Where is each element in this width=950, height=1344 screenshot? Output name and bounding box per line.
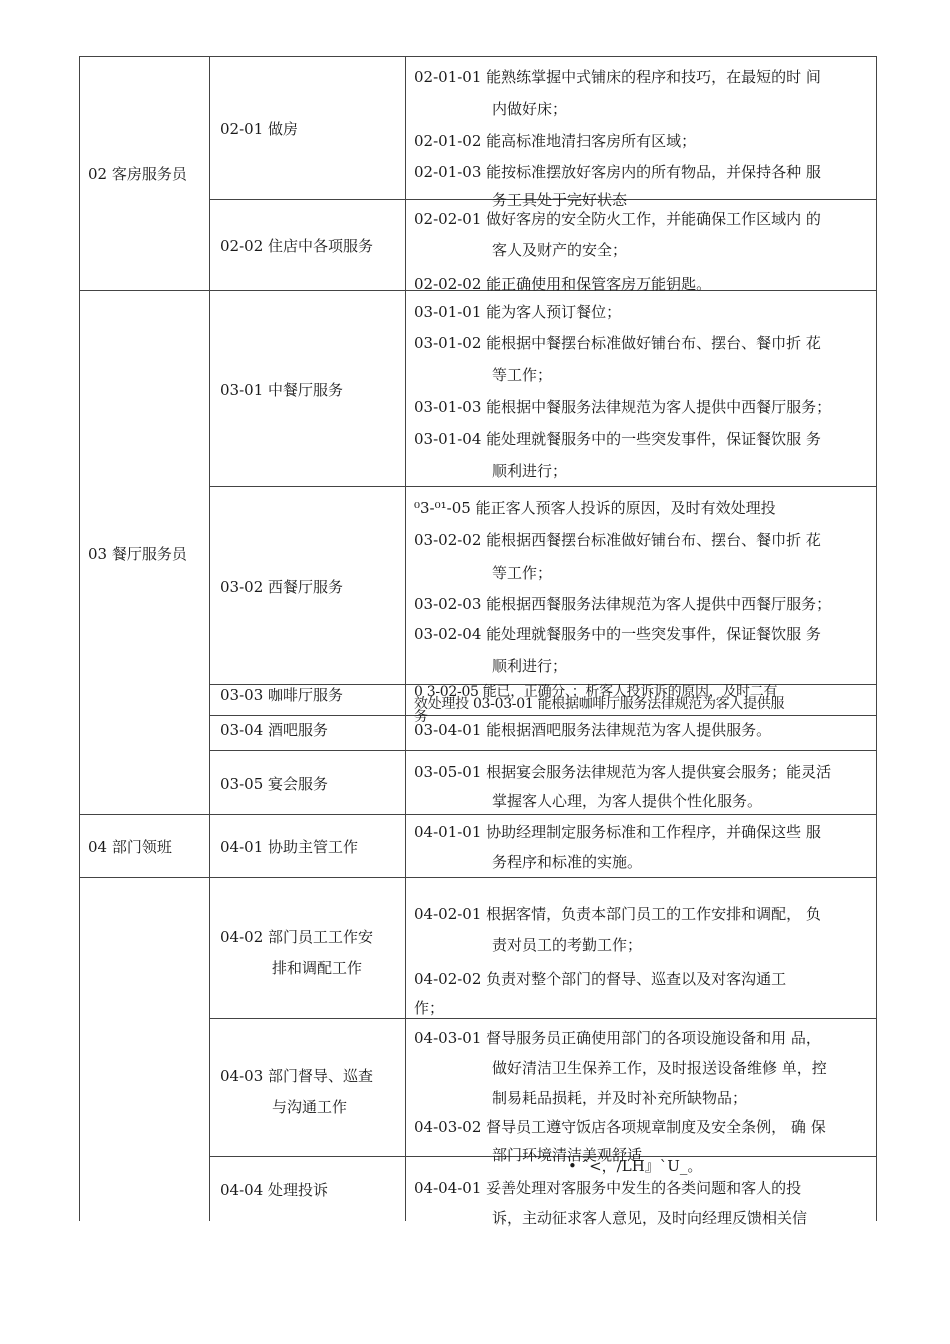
items-cell: [406, 487, 876, 684]
item-line: 04-03-02 督导员工遵守饭店各项规章制度及安全条例， 确 保: [414, 1118, 826, 1136]
item-line: 03-01-04 能处理就餐服务中的一些突发事件，保证餐饮服 务: [414, 430, 821, 448]
task-label-cont: 与沟通工作: [272, 1098, 348, 1116]
item-line: 0 3-02-05 能已，正确分、；析客人投诉诉的原因，及时二有: [414, 684, 778, 700]
item-line-cont: 务工具处于完好状态: [492, 191, 628, 209]
item-line: 03-05-01 根据宴会服务法律规范为客人提供宴会服务；能灵活: [414, 763, 832, 781]
item-line: 04-04-01 妥善处理对客服务中发生的各类问题和客人的投: [414, 1179, 802, 1197]
items-cell: [406, 684, 876, 725]
item-line-cont: 等工作；: [492, 366, 553, 384]
task-label: 04-03 部门督导、巡查: [220, 1067, 374, 1085]
task-label: 03-05 宴会服务: [220, 775, 329, 793]
task-label: 02-01 做房: [220, 120, 299, 138]
item-line: 03-02-03 能根据西餐服务法律规范为客人提供中西餐厅服务；: [414, 595, 832, 613]
item-line: 04-03-01 督导服务员正确使用部门的各项设施设备和用 品，: [414, 1029, 821, 1047]
item-line: 02-01-02 能高标准地清扫客房所有区域；: [414, 132, 697, 150]
item-line: 02-02-01 做好客房的安全防火工作，并能确保工作区域内 的: [414, 210, 821, 228]
item-line-cont: 等工作；: [492, 564, 553, 582]
item-line: 效处理投 03-03-01 能根据咖啡厅服务法律规范为客人提供服: [414, 696, 785, 712]
item-line: 03-01-03 能根据中餐服务法律规范为客人提供中西餐厅服务；: [414, 398, 832, 416]
role-label: 03 餐厅服务员: [88, 545, 187, 563]
table-col-divider-1: [209, 56, 210, 1221]
item-line-cont: 顺利进行；: [492, 657, 568, 675]
item-line: 03-02-02 能根据西餐摆台标准做好铺台布、摆台、餐巾折 花: [414, 531, 821, 549]
task-label: 03-04 酒吧服务: [220, 721, 329, 739]
items-cell: [406, 291, 876, 486]
items-cell: [406, 815, 876, 877]
item-line-cont: 务程序和标准的实施。: [492, 853, 643, 871]
task-label: 02-02 住店中各项服务: [220, 237, 374, 255]
table-left-border: [79, 56, 80, 1221]
item-line: 04-02-01 根据客情，负责本部门员工的工作安排和调配， 负: [414, 905, 821, 923]
item-line: 04-02-02 负责对整个部门的督导、巡查以及对客沟通工: [414, 970, 787, 988]
items-cell: [406, 878, 876, 1018]
table-right-border: [876, 56, 877, 1221]
item-line-cont: 做好清洁卫生保养工作，及时报送设备维修 单，控: [492, 1059, 827, 1077]
item-line: 02-02-02 能正确使用和保管客房万能钥匙。: [414, 275, 712, 293]
item-line: 03-04-01 能根据酒吧服务法律规范为客人提供服务。: [414, 721, 772, 739]
item-line: 03-02-04 能处理就餐服务中的一些突发事件，保证餐饮服 务: [414, 625, 821, 643]
task-label: 04-01 协助主管工作: [220, 838, 359, 856]
items-cell: [406, 751, 876, 814]
task-label: 03-02 西餐厅服务: [220, 578, 344, 596]
item-line: 04-01-01 协助经理制定服务标准和工作程序，并确保这些 服: [414, 823, 821, 841]
task-label: 04-02 部门员工工作安: [220, 928, 374, 946]
item-line: ⁰3-⁰¹-05 能正客人预客人投诉的原因，及时有效处理投: [414, 499, 776, 517]
task-label: 03-01 中餐厅服务: [220, 381, 344, 399]
item-line-cont: 诉，主动征求客人意见，及时向经理反馈相关信: [492, 1209, 808, 1227]
item-line: 03-01-01 能为客人预订餐位；: [414, 303, 622, 321]
role-label: 04 部门领班: [88, 838, 172, 856]
item-line-cont: 客人及财产的安全；: [492, 241, 628, 259]
item-line-cont: 顺利进行；: [492, 462, 568, 480]
item-line-cont: 责对员工的考勤工作；: [492, 936, 643, 954]
task-label: 04-04 处理投诉: [220, 1181, 329, 1199]
item-line: 03-01-02 能根据中餐摆台标准做好铺台布、摆台、餐巾折 花: [414, 334, 821, 352]
items-cell: [406, 57, 876, 209]
garbled-footnote: • ˆ<，/LH』ˋU_。: [568, 1157, 703, 1175]
item-line-cont: 务: [414, 709, 428, 725]
role-label: 02 客房服务员: [88, 165, 187, 183]
item-line-cont: 部门环境清洁美观舒适: [492, 1146, 643, 1164]
task-label: 03-03 咖啡厅服务: [220, 686, 344, 704]
item-line-cont: 作；: [414, 999, 445, 1017]
items-cell: [406, 716, 876, 750]
items-cell: [406, 1157, 876, 1227]
item-line: 02-01-01 能熟练掌握中式铺床的程序和技巧，在最短的时 间: [414, 68, 821, 86]
items-cell: [406, 1019, 876, 1164]
task-label-cont: 排和调配工作: [272, 959, 363, 977]
item-line-cont: 内做好床；: [492, 100, 568, 118]
item-line: 02-01-03 能按标准摆放好客房内的所有物品，并保持各种 服: [414, 163, 821, 181]
items-cell: [406, 200, 876, 293]
item-line-cont: 掌握客人心理，为客人提供个性化服务。: [492, 792, 763, 810]
item-line-cont: 制易耗品损耗，并及时补充所缺物品；: [492, 1089, 748, 1107]
